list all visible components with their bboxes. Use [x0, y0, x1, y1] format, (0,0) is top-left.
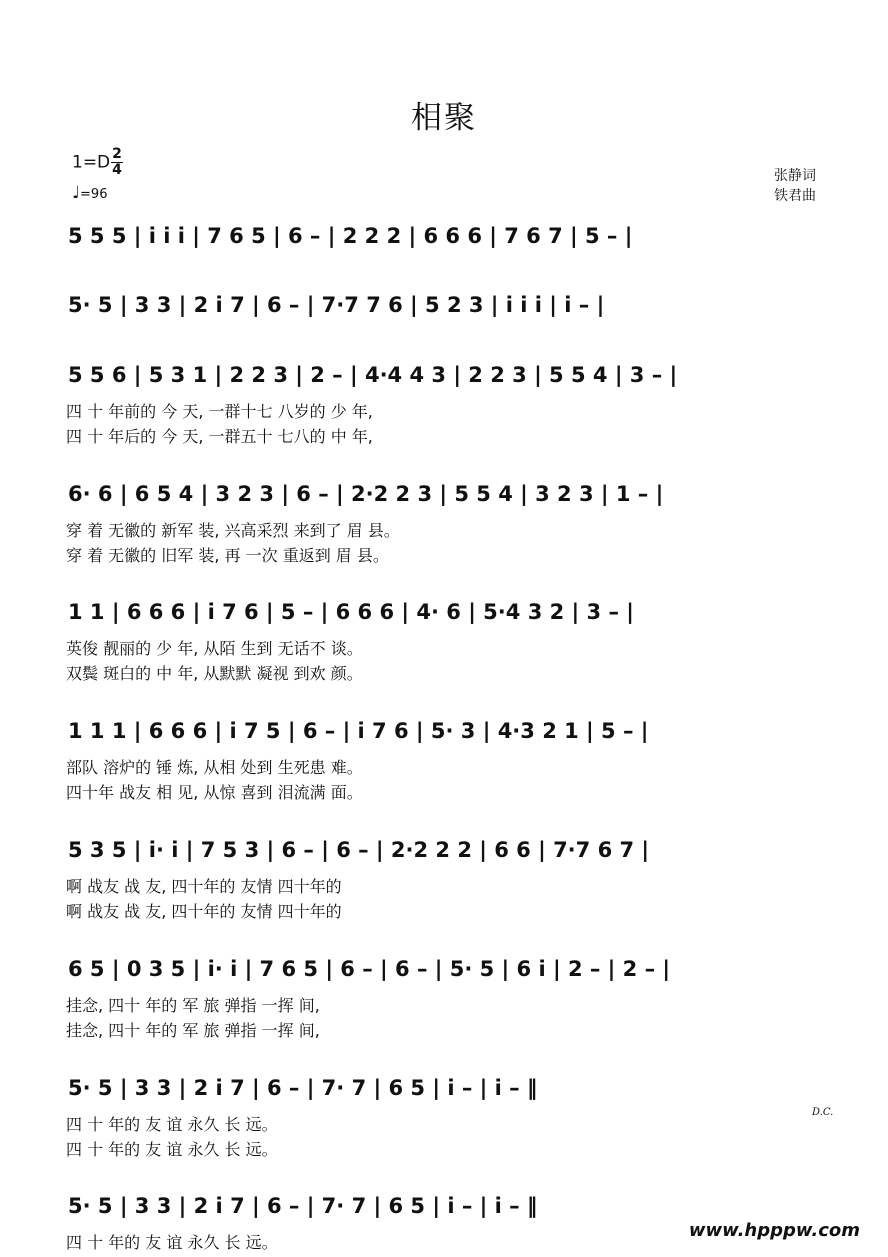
lyric-line: 穿 着 无徽的 旧军 装, 再 一次 重返到 眉 县。 [66, 546, 389, 565]
lyric-line: 双鬓 斑白的 中 年, 从默默 凝视 到欢 颜。 [66, 664, 363, 683]
lyricist: 张静词 [774, 168, 816, 184]
lyric-line: 四 十 年的 友 谊 永久 长 远。 [66, 1140, 278, 1159]
lyric-line: 四 十 年的 友 谊 永久 长 远。 [66, 1233, 278, 1252]
time-signature [111, 147, 123, 178]
time-sig-denominator: 4 [112, 162, 122, 178]
notation-line: 6 5 | 0 3 5 | i· i | 7 6 5 | 6 – | 6 – | 5· 5 | 6 i | 2 – | 2 – | [68, 957, 671, 981]
composer: 铁君曲 [774, 188, 816, 204]
lyric-line: 挂念, 四十 年的 军 旅 弹指 一挥 间, [66, 996, 320, 1015]
tempo-value: =96 [80, 187, 108, 202]
lyric-line: 四十年 战友 相 见, 从惊 喜到 泪流满 面。 [66, 783, 363, 802]
lyric-line: 部队 溶炉的 锤 炼, 从相 处到 生死患 难。 [66, 758, 363, 777]
time-sig-numerator: 2 [112, 146, 122, 162]
notation-line: 5 5 6 | 5 3 1 | 2 2 3 | 2 – | 4·4 4 3 | 2 2 3 | 5 5 4 | 3 – | [68, 363, 678, 387]
lyric-line: 四 十 年后的 今 天, 一群五十 七八的 中 年, [66, 427, 373, 446]
lyric-line: 四 十 年前的 今 天, 一群十七 八岁的 少 年, [66, 402, 373, 421]
quarter-note-icon: ♩ [72, 183, 81, 203]
notation-line: 1 1 1 | 6 6 6 | i 7 5 | 6 – | i 7 6 | 5· 3 | 4·3 2 1 | 5 – | [68, 719, 649, 743]
lyric-line: 穿 着 无徽的 新军 装, 兴高采烈 来到了 眉 县。 [66, 521, 400, 540]
notation-line: 5· 5 | 3 3 | 2 i 7 | 6 – | 7·7 7 6 | 5 2 3 | i i i | i – | [68, 293, 605, 317]
notation-line: 6· 6 | 6 5 4 | 3 2 3 | 6 – | 2·2 2 3 | 5 5 4 | 3 2 3 | 1 – | [68, 482, 664, 506]
notation-line: 5 3 5 | i· i | 7 5 3 | 6 – | 6 – | 2·2 2 2 | 6 6 | 7·7 6 7 | [68, 838, 650, 862]
notation-line: 5· 5 | 3 3 | 2 i 7 | 6 – | 7· 7 | 6 5 | i – | i – ‖ [68, 1076, 538, 1100]
key-signature [72, 147, 123, 178]
credits [774, 166, 816, 206]
notation-line: 5· 5 | 3 3 | 2 i 7 | 6 – | 7· 7 | 6 5 | i – | i – ‖ [68, 1194, 538, 1218]
watermark: www.hpppw.com [688, 1220, 860, 1241]
lyric-line: 挂念, 四十 年的 军 旅 弹指 一挥 间, [66, 1021, 320, 1040]
key-label: 1=D [72, 152, 111, 173]
dc-mark: D.C. [812, 1107, 834, 1118]
song-title: 相聚 [411, 100, 477, 136]
lyric-line: 四 十 年的 友 谊 永久 长 远。 [66, 1115, 278, 1134]
lyric-line: 啊 战友 战 友, 四十年的 友情 四十年的 [66, 902, 342, 921]
lyric-line: 英俊 靓丽的 少 年, 从陌 生到 无话不 谈。 [66, 639, 363, 658]
tempo-marking [72, 183, 107, 203]
notation-line: 1 1 | 6 6 6 | i 7 6 | 5 – | 6 6 6 | 4· 6 | 5·4 3 2 | 3 – | [68, 600, 634, 624]
lyric-line: 啊 战友 战 友, 四十年的 友情 四十年的 [66, 877, 342, 896]
notation-line: 5 5 5 | i i i | 7 6 5 | 6 – | 2 2 2 | 6 6 6 | 7 6 7 | 5 – | [68, 224, 633, 248]
